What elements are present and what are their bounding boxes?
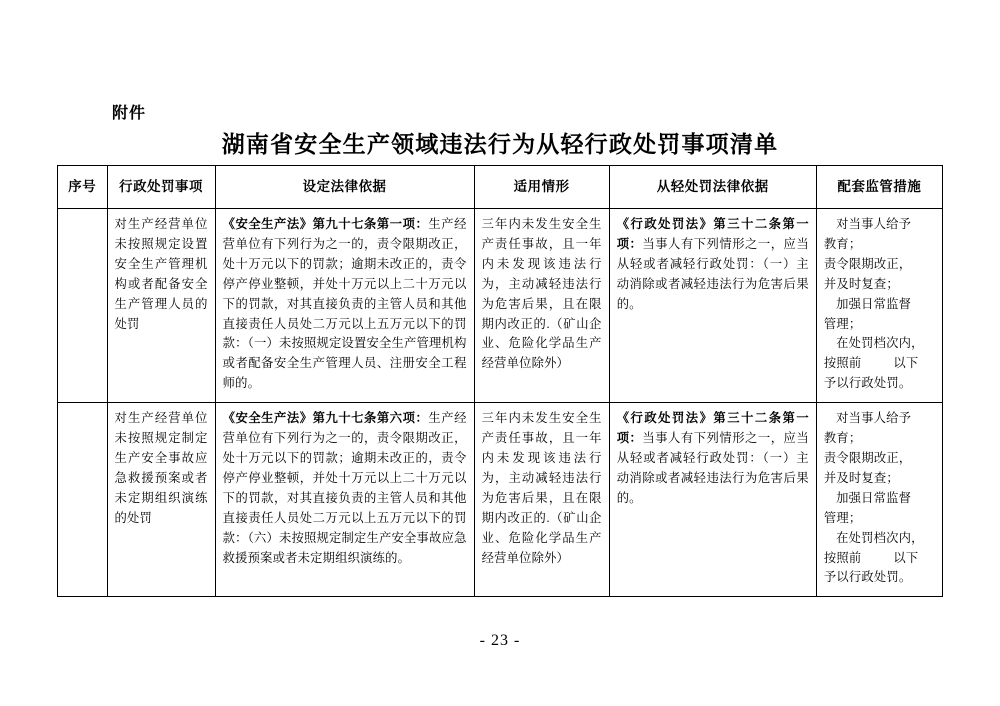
cell-lenient-legal-basis — [609, 403, 816, 597]
legal-basis-text: 生产经营单位有下列行为之一的，责令限期改正，处十万元以下的罚款；逾期未改正的，责令停产停业整顿，并处十万元以上二十万元以下的罚款，对其直接负责的主管人员和其他直接责任人员处二万元以上五万元以下的罚款：（一）未按照规定设置安全生产管理机构或者配备安全生产管理人员、注册安全工程师的。 — [222, 217, 467, 391]
penalty-list-table — [57, 165, 943, 597]
lenient-basis-text: 当事人有下列情形之一，应当从轻或者减轻行政处罚：（一）主动消除或者减轻违法行为危害后果的。 — [616, 236, 809, 311]
table-row — [58, 403, 943, 597]
measure-line-9: 予以行政处罚。 — [823, 570, 912, 585]
measure-line-1: 对当事人给予 — [836, 217, 912, 231]
measure-line-8: 按照前 以下 — [823, 550, 919, 565]
column-header-basis: 设定法律依据 — [215, 166, 474, 209]
legal-basis-title: 《安全生产法》第九十七条第一项： — [222, 217, 429, 231]
legal-basis-title: 《安全生产法》第九十七条第六项： — [222, 411, 429, 426]
cell-applicable-case: 三年内未发生安全生产责任事故，且一年内未发现该违法行为，主动减轻违法行为危害后果，且在限期内改正的.（矿山企业、危险化学品生产经营单位除外） — [474, 209, 609, 403]
cell-legal-basis — [215, 209, 474, 403]
cell-supporting-measures — [816, 403, 942, 597]
column-header-seq: 序号 — [58, 166, 108, 209]
legal-basis-text: 生产经营单位有下列行为之一的，责令限期改正，处十万元以下的罚款；逾期未改正的，责令停产停业整顿，并处十万元以上二十万元以下的罚款，对其直接负责的主管人员和其他直接责任人员处二万元以上五万元以下的罚款：（六）未按照规定制定生产安全事故应急救援预案或者未定期组织演练的。 — [222, 411, 467, 565]
cell-supporting-measures — [816, 209, 942, 403]
measure-line-3: 责令限期改正， — [823, 256, 912, 271]
measure-line-1: 对当事人给予 — [836, 411, 912, 426]
measure-line-9: 予以行政处罚。 — [823, 376, 912, 391]
column-header-legal: 从轻处罚法律依据 — [609, 166, 816, 209]
measure-line-7: 在处罚档次内， — [836, 336, 924, 351]
lenient-basis-title: 《行政处罚法》第三十二条第一项： — [616, 217, 809, 251]
measure-line-6: 管理； — [823, 316, 862, 331]
lenient-basis-text: 当事人有下列情形之一，应当从轻或者减轻行政处罚：（一）主动消除或者减轻违法行为危害后果的。 — [616, 431, 809, 505]
page-number: - 23 - — [479, 632, 521, 649]
measure-line-3: 责令限期改正， — [823, 450, 912, 465]
measure-line-7: 在处罚档次内， — [836, 530, 924, 545]
measure-line-4: 并及时复查； — [823, 470, 899, 485]
column-header-case: 适用情形 — [474, 166, 609, 209]
table-row — [58, 209, 943, 403]
page-title: 湖南省安全生产领域违法行为从轻行政处罚事项清单 — [221, 132, 779, 157]
measure-line-2: 教育； — [823, 431, 862, 446]
cell-penalty-item: 对生产经营单位未按照规定设置安全生产管理机构或者配备安全生产管理人员的处罚 — [107, 209, 215, 403]
lenient-basis-title: 《行政处罚法》第三十二条第一项： — [616, 411, 809, 446]
cell-legal-basis — [215, 403, 474, 597]
measure-line-6: 管理； — [823, 510, 862, 525]
measure-line-5: 加强日常监督 — [836, 296, 912, 311]
measure-line-2: 教育； — [823, 236, 862, 251]
column-header-measure: 配套监管措施 — [816, 166, 942, 209]
measure-line-5: 加强日常监督 — [836, 490, 912, 505]
measure-line-4: 并及时复查； — [823, 276, 899, 291]
cell-lenient-legal-basis — [609, 209, 816, 403]
cell-seq — [58, 209, 108, 403]
measure-line-8: 按照前 以下 — [823, 356, 919, 371]
attachment-label: 附件 — [112, 105, 147, 122]
cell-applicable-case: 三年内未发生安全生产责任事故，且一年内未发现该违法行为，主动减轻违法行为危害后果，且在限期内改正的.（矿山企业、危险化学品生产经营单位除外） — [474, 403, 609, 597]
cell-penalty-item: 对生产经营单位未按照规定制定生产安全事故应急救援预案或者未定期组织演练的处罚 — [107, 403, 215, 597]
column-header-item: 行政处罚事项 — [107, 166, 215, 209]
table-header-row — [58, 166, 943, 209]
cell-seq — [58, 403, 108, 597]
